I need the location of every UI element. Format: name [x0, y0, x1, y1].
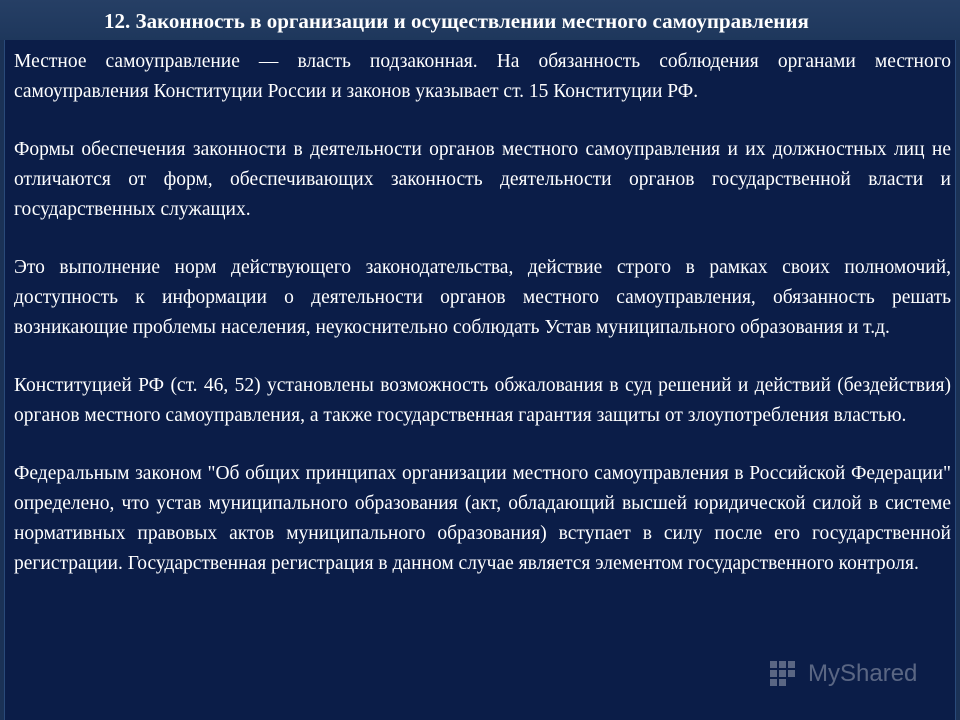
slide-content	[14, 47, 951, 579]
paragraph-5: Федеральным законом "Об общих принципах организации местного самоуправления в Российской Федерации" определено, что устав муниципального образования (акт, обладающий высшей юридической силой в системе нормативных правовых актов муниципального образования) вступает в силу после его государственной регистрации. Государственная регистрация в данном случае является элементом государственного контроля.	[14, 463, 951, 574]
paragraph-2: Формы обеспечения законности в деятельности органов местного самоуправления и их должностных лиц не отличаются от форм, обеспечивающих законность деятельности органов государственной власти и государственных служащих.	[14, 139, 951, 220]
paragraph-1: Местное самоуправление — власть подзаконная. На обязанность соблюдения органами местного самоуправления Конституции России и законов указывает ст. 15 Конституции РФ.	[14, 51, 951, 102]
paragraph-3: Это выполнение норм действующего законодательства, действие строго в рамках своих полномочий, доступность к информации о деятельности органов местного самоуправления, обязанность решать возникающие проблемы населения, неукоснительно соблюдать Устав муниципального образования и т.д.	[14, 257, 951, 338]
slide-title: 12. Законность в организации и осуществлении местного самоуправления	[104, 9, 809, 33]
watermark-text: MyShared	[808, 660, 918, 687]
paragraph-4: Конституцией РФ (ст. 46, 52) установлены возможность обжалования в суд решений и действий (бездействия) органов местного самоуправления, а также государственная гарантия защиты от злоупотребления властью.	[14, 375, 951, 426]
title-bar	[0, 0, 960, 40]
